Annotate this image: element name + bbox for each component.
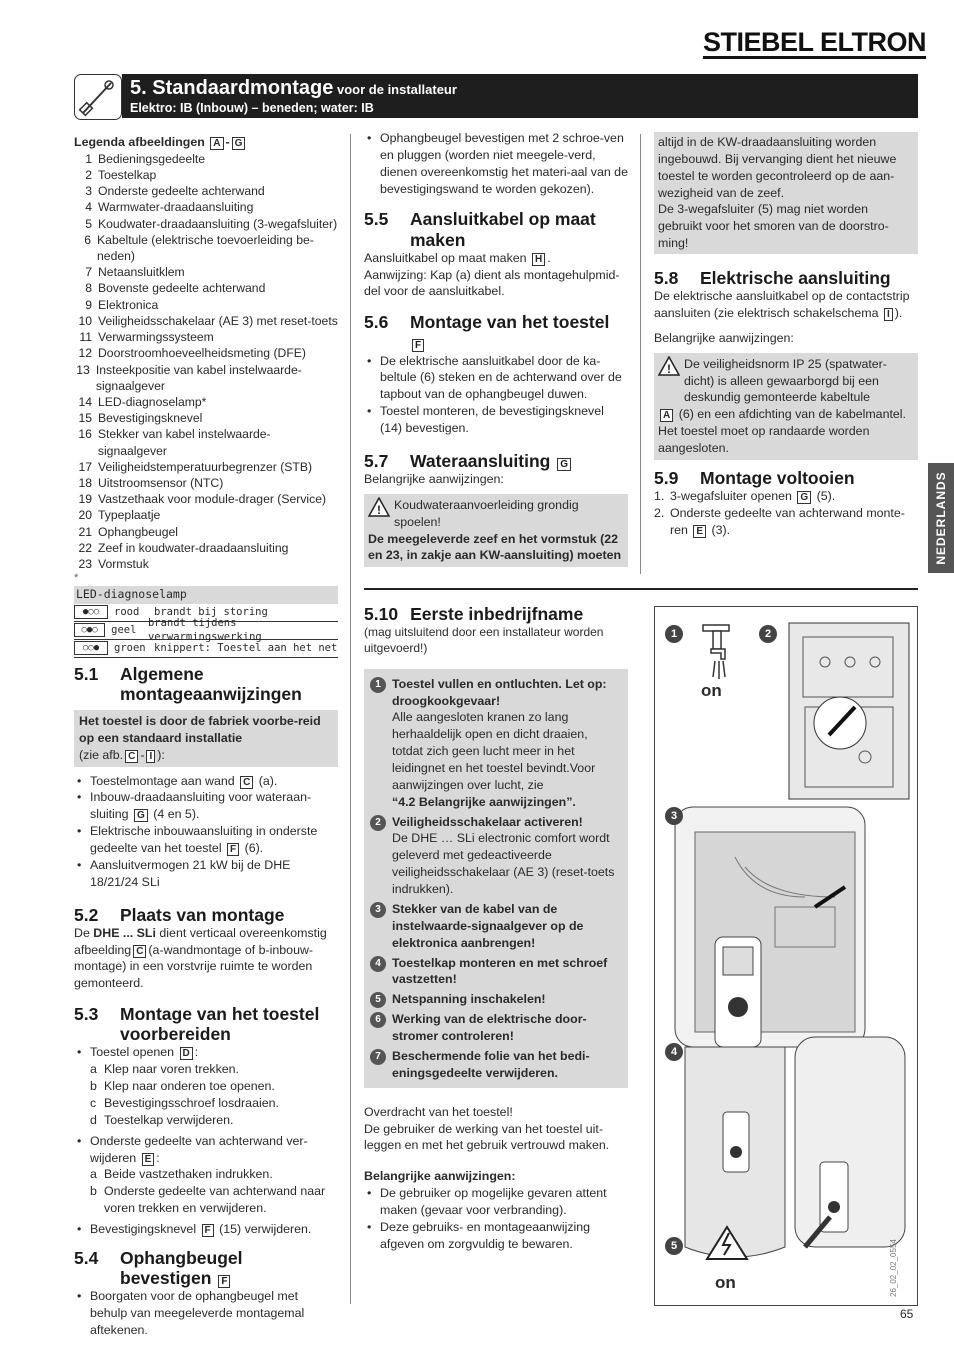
list-item: • Boorgaten voor de ophangbeugel met behulp van meegeleverde montagemal aftekenen. <box>74 1288 338 1339</box>
column-divider <box>350 134 351 1304</box>
step-title: Werking van de elektrische door-stromer controleren! <box>392 1012 587 1044</box>
legend-text: LED-diagnoselamp* <box>98 394 207 409</box>
led-row <box>74 617 338 644</box>
list-item: • Ophangbeugel bevestigen met 2 schroe-ven en pluggen (worden niet meegele-verd, dienen overeenkomstig het materi-aal van de bevestigingswand te worden gekozen). <box>364 130 628 197</box>
legend-text: Stekker van kabel instelwaarde-signaalgever <box>97 427 271 458</box>
sub-item: b Onderste gedeelte van achterwand naar voren trekken en verwijderen. <box>90 1184 326 1216</box>
legend-number: 19 <box>78 492 92 507</box>
text-5-7-intro: Belangrijke aanwijzingen: <box>364 471 504 486</box>
legend-text: Onderste gedeelte achterwand <box>98 184 265 199</box>
figure-ref: G <box>797 491 811 504</box>
step-text: Alle aangesloten kranen zo lang herhaaldelijk open en dicht draaien, totdat zich geen lucht meer in het leidingnet en het toestel bevindt.Voor aanwijzingen over lucht, zie <box>392 710 596 792</box>
section-header-bar <box>122 74 918 118</box>
text-5-8: De elektrische aansluitkabel op de contactstrip aansluiten (zie elektrisch schakelschema I ). <box>654 289 910 320</box>
steps-box <box>364 669 628 1088</box>
section-subtitle: Elektro: IB (Inbouw) – beneden; water: IB <box>130 101 374 115</box>
led-table <box>74 604 338 658</box>
led-meaning: brandt tijdens verwarmingswerking <box>147 617 262 644</box>
led-table-title: LED-diagnoselamp <box>74 586 338 604</box>
legend-item <box>74 280 338 296</box>
text-5-5: Aansluitkabel op maat maken H . Aanwijzing: Kap (a) dient als montagehulpmid-del voor de aansluitkabel. <box>364 250 620 299</box>
led-row <box>74 640 338 658</box>
legend-number: 11 <box>79 330 92 345</box>
legend-item <box>74 151 338 167</box>
legend-number: 20 <box>78 508 92 523</box>
list-item: • Toestel openen D : a Klep naar voren trekken. b Klep naar onderen toe openen. c Bevestigingsschroef losdraaien. d Toestelkap verwijderen. <box>74 1044 338 1128</box>
list-item: 2. Onderste gedeelte van achterwand monte-ren E (3). <box>654 505 905 537</box>
list-5-3 <box>74 1044 338 1237</box>
legend-number: 12 <box>78 346 92 361</box>
list-5-6 <box>364 353 628 437</box>
heading-5-7: 5.7 Wateraansluiting G <box>364 451 628 471</box>
step-title: Stekker van de kabel van de instelwaarde-signaalgever op de elektronica aanbrengen! <box>392 901 584 950</box>
list-item: • Elektrische inbouwaansluiting in onderste gedeelte van het toestel F (6). <box>74 823 338 857</box>
legend-number: 21 <box>78 524 92 539</box>
figure-ref: E <box>693 525 706 538</box>
list-item: • Inbouw-draadaansluiting voor wateraan-sluiting G (4 en 5). <box>74 789 338 823</box>
step-marker-4: 4 <box>665 1043 683 1061</box>
legend-item <box>74 524 338 540</box>
notes-title: Belangrijke aanwijzingen: <box>364 1169 516 1184</box>
legend-text: Bedieningsgedeelte <box>98 151 206 166</box>
step-number: 6 <box>370 1012 386 1028</box>
step-number: 1 <box>370 677 386 693</box>
legend-text: Vormstuk <box>98 556 149 571</box>
legend-item <box>74 313 338 329</box>
sub-item: c Bevestigingsschroef losdraaien. <box>90 1096 279 1110</box>
on-label-2: on <box>715 1273 736 1292</box>
heading-5-1: 5.1 Algemene montageaanwijzingen <box>74 663 302 704</box>
list-5-9 <box>654 488 918 539</box>
led-color: groen <box>114 642 146 655</box>
led-symbol: ○●○ <box>74 623 105 637</box>
text-5-8-intro: Belangrijke aanwijzingen: <box>654 330 794 345</box>
page-number: 65 <box>900 1307 914 1321</box>
step-text: De DHE … SLi electronic comfort wordt geleverd met gedeactiveerde veiligheidsschakelaar (AE 3) (reset-toets indrukken). <box>392 831 615 897</box>
legend-title: Legenda afbeeldingen A - G <box>74 134 338 151</box>
step-item <box>370 955 622 989</box>
legend-text: Verwarmingssysteem <box>98 330 214 345</box>
legend-text: Netaansluitklem <box>98 265 185 280</box>
legend-text: Zeef in koudwater-draadaansluiting <box>98 540 289 555</box>
led-meaning: brandt bij storing <box>154 606 268 619</box>
list-item: • Toestel monteren, de bevestigingsknevel (14) bevestigen. <box>364 403 628 437</box>
step-number: 4 <box>370 956 386 972</box>
legend-text: Koudwater-draadaansluiting (3-wegafsluiter) <box>98 216 338 231</box>
legend-text: Typeplaatje <box>98 508 161 523</box>
legend-number: 2 <box>85 168 92 183</box>
legend-item <box>74 507 338 523</box>
legend-text: Insteekpositie van kabel instelwaarde-signaalgever <box>95 362 302 393</box>
on-label-1: on <box>701 681 722 700</box>
legend-text: Kabeltule (elektrische toevoerleiding be-neden) <box>97 232 314 264</box>
legend-item <box>74 345 338 361</box>
legend-item <box>74 216 338 232</box>
step-title: Toestelkap monteren en met schroef vastzetten! <box>392 955 608 987</box>
step-item <box>370 991 622 1008</box>
legend-item <box>74 410 338 426</box>
step-item <box>370 814 622 898</box>
legend-number: 16 <box>78 427 92 442</box>
step-number: 5 <box>370 992 386 1008</box>
step-title: Toestel vullen en ontluchten. Let op: droogkookgevaar! <box>392 676 607 708</box>
figure-ref: C <box>240 776 253 789</box>
heading-5-8: 5.8 Elektrische aansluiting <box>654 268 891 289</box>
led-color: rood <box>114 606 140 619</box>
list-5-4-cont <box>364 130 628 197</box>
legend-item <box>74 232 338 264</box>
warning-box-5-7: ! Koudwateraanvoerleiding grondig spoelen! De meegeleverde zeef en het vormstuk (22 en 23, in zakje aan KW-aansluiting) moeten <box>364 494 628 567</box>
legend-number: 23 <box>78 556 92 571</box>
section-title: 5. Standaardmontage voor de installateur <box>130 77 457 99</box>
heading-5-3: 5.3 Montage van het toestel voorbereiden <box>74 1004 320 1045</box>
svg-text:!: ! <box>377 502 381 517</box>
legend-item <box>74 297 338 313</box>
handover-title: Overdracht van het toestel! <box>364 1104 513 1119</box>
step-item <box>370 1048 622 1082</box>
note-box-5-1: Het toestel is door de fabriek voorbe-reid op een standaard installatie (zie afb. C - I ): <box>74 710 338 767</box>
heading-5-9: 5.9 Montage voltooien <box>654 467 855 488</box>
legend-text: Warmwater-draadaansluiting <box>98 200 254 215</box>
legend-number: 13 <box>76 362 90 377</box>
legend-footnote: * <box>74 572 79 585</box>
text-5-10-sub: (mag uitsluitend door een installateur worden uitgevoerd!) <box>364 625 604 656</box>
step-item <box>370 676 622 811</box>
step-item <box>370 901 622 952</box>
heading-5-2: 5.2 Plaats van montage <box>74 904 285 925</box>
section-5-10 <box>364 604 628 1253</box>
column-3 <box>654 132 918 539</box>
legend-number: 17 <box>78 459 92 474</box>
list-5-4 <box>74 1288 338 1339</box>
step-number: 3 <box>370 902 386 918</box>
legend-number: 14 <box>78 394 92 409</box>
legend-item <box>74 167 338 183</box>
list-item: • De elektrische aansluitkabel door de ka-beltule (6) steken en de achterwand over de tapbout van de ophangbeugel duwen. <box>364 353 628 404</box>
legend-text: Ophangbeugel <box>98 524 178 539</box>
list-item: • Onderste gedeelte van achterwand ver-wijderen E : a Beide vastzethaken indrukken. b Onderste gedeelte van achterwand naar voren trekken en verwijderen. <box>74 1133 338 1217</box>
warning-icon <box>368 497 390 531</box>
step-marker-1: 1 <box>665 625 683 643</box>
legend-item <box>74 426 338 458</box>
legend-item <box>74 199 338 215</box>
legend-text: Uitstroomsensor (NTC) <box>98 475 224 490</box>
led-symbol: ●○○ <box>74 605 108 619</box>
legend-item <box>74 475 338 491</box>
list-item: 1. 3-wegafsluiter openen G (5). <box>654 489 836 503</box>
step-marker-3: 3 <box>665 807 683 825</box>
legend-number: 6 <box>84 232 92 247</box>
legend-text: Elektronica <box>98 297 159 312</box>
legend-item <box>74 183 338 199</box>
list-item: • De gebruiker op mogelijke gevaren attent maken (gevaar voor verbranding). <box>364 1185 628 1219</box>
figure-ref: G <box>134 809 148 822</box>
list-item: • Bevestigingsknevel F (15) verwijderen. <box>74 1221 338 1238</box>
installation-illustration <box>655 607 917 1305</box>
legend-item <box>74 556 338 572</box>
sub-item: d Toestelkap verwijderen. <box>90 1112 234 1127</box>
step-item <box>370 1011 622 1045</box>
heading-5-10: 5.10 Eerste inbedrijfname <box>364 604 584 624</box>
note-box-col3: altijd in de KW-draadaansluiting worden ingebouwd. Bij vervanging dient het nieuwe toestel te worden gecontroleerd op de aan-wezigheid van de zeef. De 3-wegafsluiter (5) mag niet worden gebruikt voor het smoren van de doorstro-ming! <box>654 132 918 254</box>
step-number: 2 <box>370 815 386 831</box>
figure-code: 26_02_02_0554 <box>889 1239 898 1297</box>
legend-number: 4 <box>85 200 92 215</box>
legend-number: 1 <box>85 151 92 166</box>
heading-5-6: 5.6 Montage van het toestel F <box>364 312 610 352</box>
list-item: • Deze gebruiks- en montageaanwijzing afgeven om zorgvuldig te bewaren. <box>364 1219 628 1253</box>
text-5-2: De DHE ... SLi dient verticaal overeenkomstig afbeelding C (a-wandmontage of b-inbouw-montage) in een vorstvrije ruimte te worden gemonteerd. <box>74 925 327 991</box>
sub-item: a Beide vastzethaken indrukken. <box>90 1167 273 1182</box>
sub-item: b Klep naar onderen toe openen. <box>90 1079 275 1094</box>
column-1 <box>74 134 338 1339</box>
step-title: Beschermende folie van het bedi-eningsgedeelte verwijderen. <box>392 1048 590 1080</box>
legend-number: 15 <box>78 411 92 426</box>
svg-text:!: ! <box>667 361 671 376</box>
legend-text: Doorstroomhoeveelheidsmeting (DFE) <box>98 346 306 361</box>
led-symbol: ○○● <box>74 641 108 655</box>
legend-list <box>74 151 338 572</box>
legend-text: Toestelkap <box>98 168 157 183</box>
list-item: • Toestelmontage aan wand C (a). <box>74 773 338 790</box>
legend-item <box>74 264 338 280</box>
legend-item <box>74 540 338 556</box>
heading-5-5: 5.5 Aansluitkabel op maat maken <box>364 209 596 250</box>
step-title: Veiligheidsschakelaar activeren! <box>392 814 583 829</box>
legend-item <box>74 491 338 507</box>
warning-box-5-8: ! De veiligheidsnorm IP 25 (spatwater-dicht) is alleen gewaarborgd bij een deskundig gemonteerde kabeltule A (6) en een afdichting van de kabelmantel. Het toestel moet op randaarde worden aangesloten. <box>654 353 918 460</box>
legend-number: 3 <box>85 184 92 199</box>
legend-text: Bovenste gedeelte achterwand <box>98 281 266 296</box>
language-tab: NEDERLANDS <box>928 463 954 573</box>
figure-ref: F <box>227 843 239 856</box>
installer-tool-icon <box>74 74 122 120</box>
column-2 <box>364 130 628 567</box>
legend-text: Vastzethaak voor module-drager (Service) <box>98 492 327 507</box>
step-number: 7 <box>370 1049 386 1065</box>
led-color: geel <box>111 624 137 637</box>
legend-item <box>74 362 338 394</box>
legend-text: Bevestigingsknevel <box>98 411 203 426</box>
list-5-1 <box>74 773 338 891</box>
legend-item <box>74 394 338 410</box>
legend-number: 18 <box>78 475 92 490</box>
handover-text: De gebruiker de werking van het toestel uit-leggen en met het gebruik vertrouwd maken. <box>364 1121 610 1153</box>
notes-list <box>364 1185 628 1252</box>
step-marker-2: 2 <box>759 625 777 643</box>
step-title: Netspanning inschakelen! <box>392 992 546 1007</box>
divider-line <box>364 588 918 590</box>
legend-number: 5 <box>85 216 92 231</box>
legend-item <box>74 329 338 345</box>
heading-5-4: 5.4 Ophangbeugel bevestigen F <box>74 1247 243 1288</box>
column-divider <box>640 134 641 574</box>
led-meaning: knippert: Toestel aan het net <box>154 642 338 655</box>
warning-icon <box>658 356 680 407</box>
legend-number: 8 <box>85 281 92 296</box>
legend-text: Veiligheidsschakelaar (AE 3) met reset-toets <box>98 313 338 328</box>
legend-item <box>74 459 338 475</box>
legend-number: 7 <box>85 265 92 280</box>
list-item: • Aansluitvermogen 21 kW bij de DHE 18/21/24 SLi <box>74 857 338 891</box>
sub-item: a Klep naar voren trekken. <box>90 1062 239 1077</box>
step-marker-5: 5 <box>665 1237 683 1255</box>
legend-number: 10 <box>78 313 92 328</box>
legend-number: 22 <box>78 540 92 555</box>
installation-figure <box>654 606 918 1306</box>
legend-text: Veiligheidstemperatuurbegrenzer (STB) <box>98 459 313 474</box>
brand-logo: STIEBEL ELTRON <box>703 28 926 59</box>
legend-number: 9 <box>85 297 92 312</box>
step-ref: “4.2 Belangrijke aanwijzingen”. <box>392 794 576 809</box>
